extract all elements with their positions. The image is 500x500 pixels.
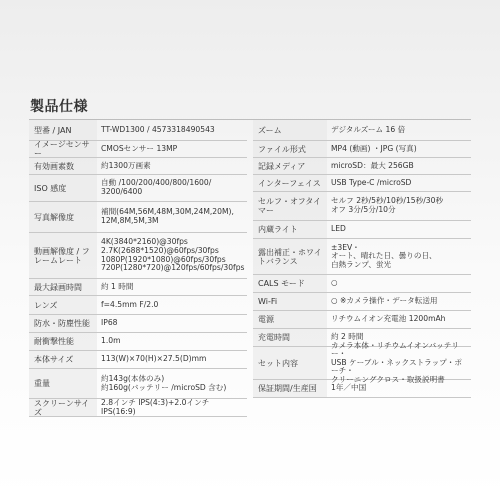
spec-value: カメラ本体・リチウムイオンバッテリー・ USB ケーブル・ネックストラップ・ポーチ・ クリーニングクロス・取扱説明書: [331, 340, 462, 384]
spec-label: 重量: [29, 369, 97, 398]
spec-label: 最大録画時間: [29, 279, 97, 295]
spec-row: [29, 279, 247, 296]
spec-row: [253, 175, 471, 192]
spec-value: リチウムイオン充電池 1200mAh: [331, 314, 446, 324]
spec-row: [29, 120, 247, 141]
spec-row: [253, 221, 471, 239]
spec-value: 約 1 時間: [101, 281, 134, 291]
spec-value: 補間(64M,56M,48M,30M,24M,20M), 12M,8M,5M,3M: [101, 207, 234, 225]
spec-value: MP4 (動画) ・JPG (写真): [331, 143, 417, 153]
spec-label: 耐衝撃性能: [29, 333, 97, 350]
spec-label: 防水・防塵性能: [29, 315, 97, 332]
spec-label: Wi-Fi: [253, 293, 327, 310]
spec-label: ISO 感度: [29, 175, 97, 201]
spec-label: 型番 / JAN: [29, 120, 97, 140]
spec-value: 2.8インチ IPS(4:3)+2.0インチ IPS(16:9): [101, 397, 210, 416]
spec-row: [253, 192, 471, 221]
spec-value: CMOSセンサー 13MP: [101, 143, 178, 153]
page-title: 製品仕様: [30, 99, 88, 115]
spec-label: セット内容: [253, 347, 327, 379]
spec-value: 約 2 時間: [331, 332, 364, 342]
spec-row: [29, 233, 247, 279]
spec-column-right: [253, 120, 471, 417]
spec-value: 約143g(本体のみ) 約160g(バッテリー /microSD 含む): [101, 373, 227, 392]
spec-value: f=4.5mm F/2.0: [101, 299, 159, 309]
spec-value: IP68: [101, 318, 118, 328]
spec-row: [29, 158, 247, 175]
spec-row: [253, 158, 471, 175]
spec-row: [29, 202, 247, 233]
spec-label: 内蔵ライト: [253, 221, 327, 238]
spec-value: TT-WD1300 / 4573318490543: [101, 124, 215, 134]
spec-value: デジタルズーム 16 倍: [331, 124, 406, 134]
spec-column-left: [29, 120, 247, 417]
spec-label: CALS モード: [253, 275, 327, 292]
spec-row: [253, 340, 471, 384]
spec-value: ±3EV・ オート、晴れた日、曇りの日、 白熱ランプ、蛍光: [331, 242, 437, 269]
spec-row: [29, 315, 247, 333]
spec-value: 4K(3840*2160)@30fps 2.7K(2688*1520)@60fps/30fps 1080P(1920*1080)@60fps/30fps 720P(1280*720)@120fps/60fps/30fps: [101, 237, 245, 273]
spec-value: 1年／中国: [331, 383, 367, 393]
spec-value: 113(W)×70(H)×27.5(D)mm: [101, 354, 207, 364]
spec-value: microSD：最大 256GB: [331, 160, 414, 170]
spec-row: [253, 141, 471, 158]
spec-value: 1.0m: [101, 336, 121, 346]
spec-row: [29, 351, 247, 369]
spec-label: 本体サイズ: [29, 351, 97, 368]
spec-label: 保証期間/生産国: [253, 380, 327, 397]
spec-table: [29, 119, 471, 417]
spec-label: セルフ・オフタイマー: [253, 192, 327, 220]
spec-row: [253, 239, 471, 275]
spec-label: 動画解像度 / フレームレート: [29, 233, 97, 278]
spec-row: [29, 175, 247, 202]
spec-row: [253, 311, 471, 329]
spec-label: 電源: [253, 311, 327, 328]
spec-value: 自動 /100/200/400/800/1600/ 3200/6400: [101, 178, 212, 196]
spec-row: [29, 141, 247, 158]
spec-label: 充電時間: [253, 329, 327, 346]
spec-value: セルフ 2秒/5秒/10秒/15秒/30秒 オフ 3分/5分/10分: [331, 196, 444, 214]
spec-value: LED: [331, 224, 346, 234]
spec-row: [29, 399, 247, 417]
spec-row: [29, 296, 247, 315]
spec-label: 露出補正・ホワイトバランス: [253, 239, 327, 274]
spec-label: 記録メディア: [253, 158, 327, 174]
spec-label: 有効画素数: [29, 158, 97, 174]
spec-row: [29, 369, 247, 399]
spec-label: イメージセンサー: [29, 141, 97, 157]
spec-label: ズーム: [253, 120, 327, 140]
spec-row: [29, 333, 247, 351]
spec-value: 約1300万画素: [101, 160, 151, 170]
spec-label: ファイル形式: [253, 141, 327, 157]
spec-label: スクリーンサイズ: [29, 399, 97, 416]
spec-value: ○: [331, 278, 338, 288]
spec-value: ○ ※カメラ操作・データ転送用: [331, 296, 438, 306]
spec-row: [253, 275, 471, 293]
spec-label: レンズ: [29, 296, 97, 314]
spec-label: インターフェイス: [253, 175, 327, 191]
spec-row: [253, 120, 471, 141]
spec-label: 写真解像度: [29, 202, 97, 232]
spec-row: [253, 293, 471, 311]
spec-value: USB Type-C /microSD: [331, 177, 412, 187]
